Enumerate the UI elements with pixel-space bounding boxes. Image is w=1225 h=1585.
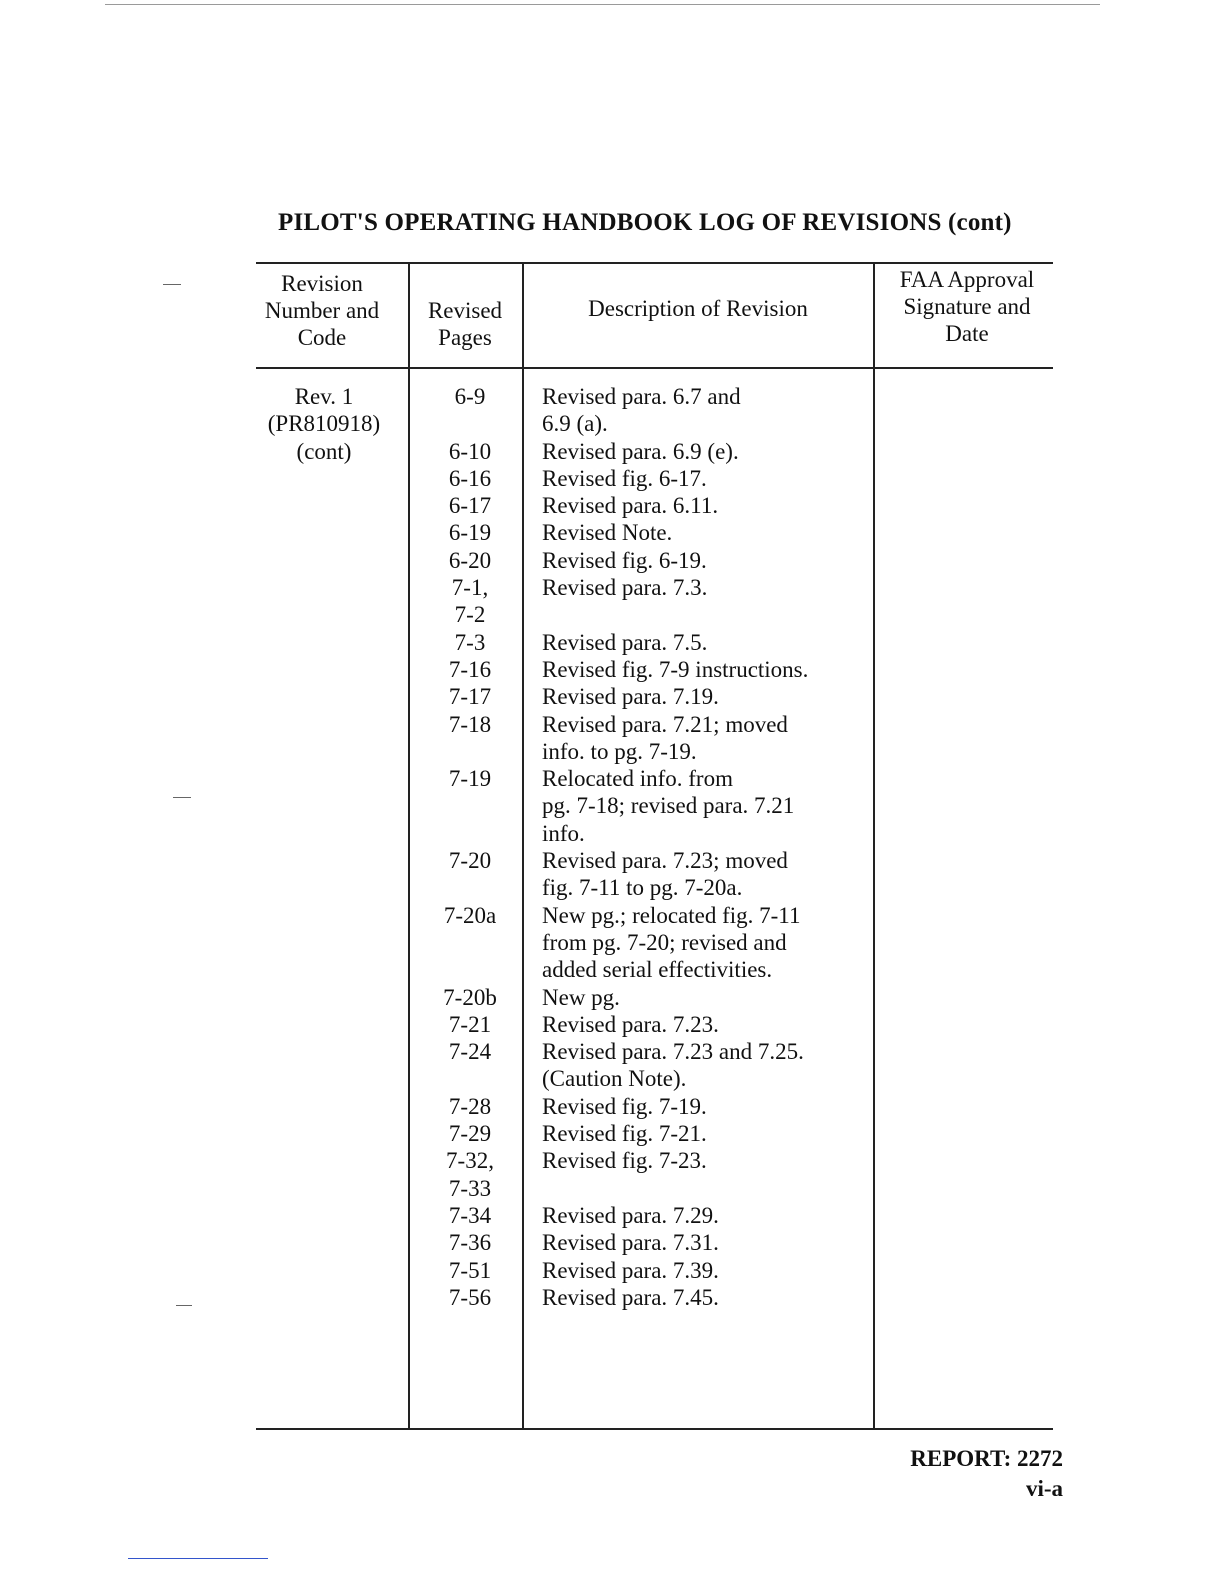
revision-description: Revised fig. 6-17. <box>542 465 707 491</box>
header-revision-number: Revision Number and Code <box>264 271 380 350</box>
margin-mark <box>176 1305 192 1306</box>
table-bottom-rule <box>256 1428 1053 1430</box>
header-bottom-rule <box>256 367 1053 369</box>
table-row <box>0 519 882 546</box>
revision-description: Revised para. 6.7 and 6.9 (a). <box>542 384 741 437</box>
revised-page: 6-19 <box>448 520 492 546</box>
revised-page: 7-34 <box>448 1202 492 1228</box>
revised-page: 7-18 <box>448 711 492 737</box>
revision-description: Revised fig. 7-21. <box>542 1121 707 1147</box>
revision-description: Revised para. 7.29. <box>542 1202 719 1228</box>
revised-page: 7-20b <box>443 984 497 1010</box>
revised-page: 7-36 <box>448 1230 492 1256</box>
table-row <box>0 984 882 1011</box>
table-row <box>0 1011 882 1038</box>
table-row <box>0 492 882 519</box>
revised-page: 7-21 <box>448 1011 492 1037</box>
table-row <box>0 1038 882 1093</box>
revised-page: 7-51 <box>448 1257 492 1283</box>
table-top-rule <box>256 262 1053 264</box>
revision-description: Revised fig. 6-19. <box>542 547 707 573</box>
revision-code: Rev. 1 (PR810918) (cont) <box>267 384 381 464</box>
revision-description: Revised para. 6.11. <box>542 493 719 519</box>
revision-description: Revised para. 7.31. <box>542 1230 719 1256</box>
revised-page: 7-3 <box>454 629 486 655</box>
revised-page: 7-29 <box>448 1121 492 1147</box>
revision-description: Revised fig. 7-23. <box>542 1148 707 1174</box>
revision-description: Revised para. 7.21; moved info. to pg. 7-19. <box>542 711 788 764</box>
revised-page: 7-19 <box>448 766 492 792</box>
table-row <box>0 1093 882 1120</box>
table-row <box>0 1257 882 1284</box>
header-revised-pages: Revised Pages <box>427 298 503 350</box>
page-title: PILOT'S OPERATING HANDBOOK LOG OF REVISIONS (cont) <box>278 209 1012 236</box>
revised-page: 6-10 <box>448 438 492 464</box>
table-row <box>0 683 882 710</box>
revision-description: Relocated info. from pg. 7-18; revised para. 7.21 info. <box>542 766 795 846</box>
revision-description: Revised para. 7.23. <box>542 1011 719 1037</box>
revision-description: Revised Note. <box>542 520 673 546</box>
revision-description: Revised para. 7.3. <box>542 575 708 601</box>
revised-page: 7-1, 7-2 <box>451 575 489 628</box>
table-row <box>0 711 882 766</box>
table-row <box>0 1147 882 1202</box>
table-row <box>0 438 882 465</box>
revision-description: Revised para. 7.39. <box>542 1257 719 1283</box>
margin-mark <box>173 797 191 798</box>
table-row <box>0 847 882 902</box>
table-row <box>0 1229 882 1256</box>
table-row <box>0 629 882 656</box>
revision-description: Revised para. 7.23; moved fig. 7-11 to pg. 7-20a. <box>542 848 788 901</box>
revised-page: 7-16 <box>448 656 492 682</box>
report-number: REPORT: 2272 <box>910 1446 1063 1471</box>
revision-description: Revised fig. 7-19. <box>542 1093 707 1119</box>
revised-page: 7-17 <box>448 684 492 710</box>
revised-page: 7-28 <box>448 1093 492 1119</box>
revision-description: Revised para. 6.9 (e). <box>542 438 739 464</box>
table-row <box>0 1284 882 1311</box>
revision-description: Revised fig. 7-9 instructions. <box>542 656 809 682</box>
revision-description: Revised para. 7.23 and 7.25. (Caution Note). <box>542 1039 804 1092</box>
header-description: Description of Revision <box>588 296 808 321</box>
header-faa-approval: FAA Approval Signature and Date <box>899 267 1035 346</box>
revised-page: 7-20a <box>443 902 497 928</box>
table-row <box>0 465 882 492</box>
margin-mark <box>163 284 181 285</box>
table-row <box>0 1202 882 1229</box>
revised-page: 6-9 <box>454 384 486 409</box>
revision-description: Revised para. 7.45. <box>542 1284 719 1310</box>
table-row <box>0 574 882 629</box>
table-row <box>0 656 882 683</box>
table-row <box>0 547 882 574</box>
revised-page: 7-56 <box>448 1284 492 1310</box>
table-row <box>0 765 882 847</box>
revised-page: 6-16 <box>448 465 492 491</box>
table-row <box>0 902 882 984</box>
revised-page: 6-20 <box>448 547 492 573</box>
revision-description: New pg. <box>542 984 620 1010</box>
revised-page: 7-32, 7-33 <box>446 1148 494 1201</box>
table-row <box>0 383 882 438</box>
bottom-scan-line <box>128 1558 268 1559</box>
revised-page: 7-24 <box>448 1039 492 1065</box>
revised-page: 6-17 <box>448 493 492 519</box>
revision-description: Revised para. 7.5. <box>542 629 708 655</box>
revision-description: Revised para. 7.19. <box>542 684 719 710</box>
page-number: vi-a <box>1025 1476 1063 1501</box>
top-scan-line <box>105 4 1100 5</box>
revision-description: New pg.; relocated fig. 7-11 from pg. 7-20; revised and added serial effectivities. <box>542 902 801 983</box>
revision-rows <box>0 383 882 1311</box>
table-row <box>0 1120 882 1147</box>
revised-page: 7-20 <box>448 848 492 874</box>
